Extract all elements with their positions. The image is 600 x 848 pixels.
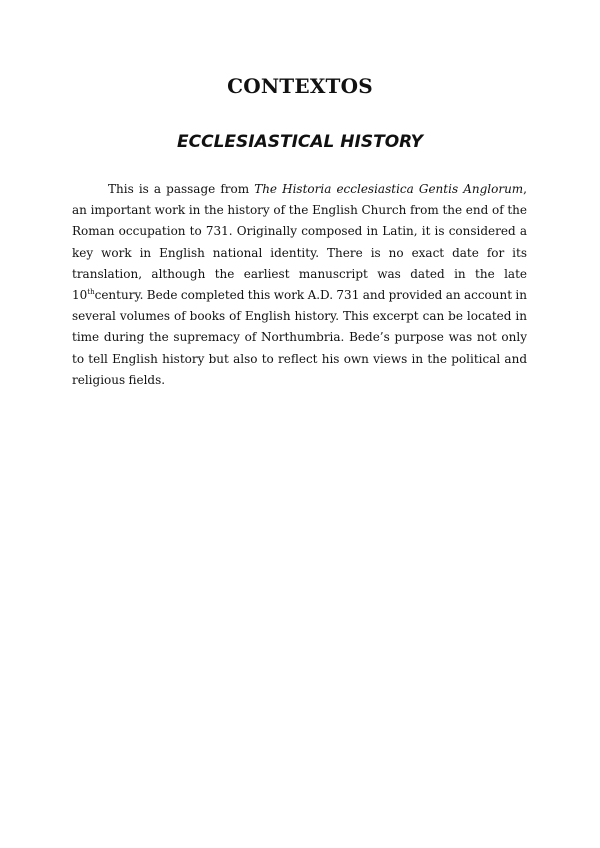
section-subtitle: ECCLESIASTICAL HISTORY	[177, 132, 423, 152]
page-title: CONTEXTOS	[227, 74, 373, 98]
paragraph-text-part2: , an important work in the history of the English Church from the end of the Roman occupation to 731. Originally composed in Latin, it is considered a key work in English national identity. There is no exact date for its translation, although the earliest manuscript was dated in the late 10	[72, 182, 527, 303]
paragraph-text-part1: This is a passage from	[108, 182, 255, 196]
work-title: The Historia ecclesiastica Gentis Anglorum	[254, 182, 524, 196]
paragraph-text-part3: century. Bede completed this work A.D. 731 and provided an account in several volumes of books of English history. This excerpt can be located in time during the supremacy of Northumbria. Bede’s purpose was not only to tell English history but also to reflect his own views in the political and religious fields.	[72, 288, 527, 387]
body-paragraph	[72, 179, 527, 391]
ordinal-superscript: th	[87, 288, 95, 297]
